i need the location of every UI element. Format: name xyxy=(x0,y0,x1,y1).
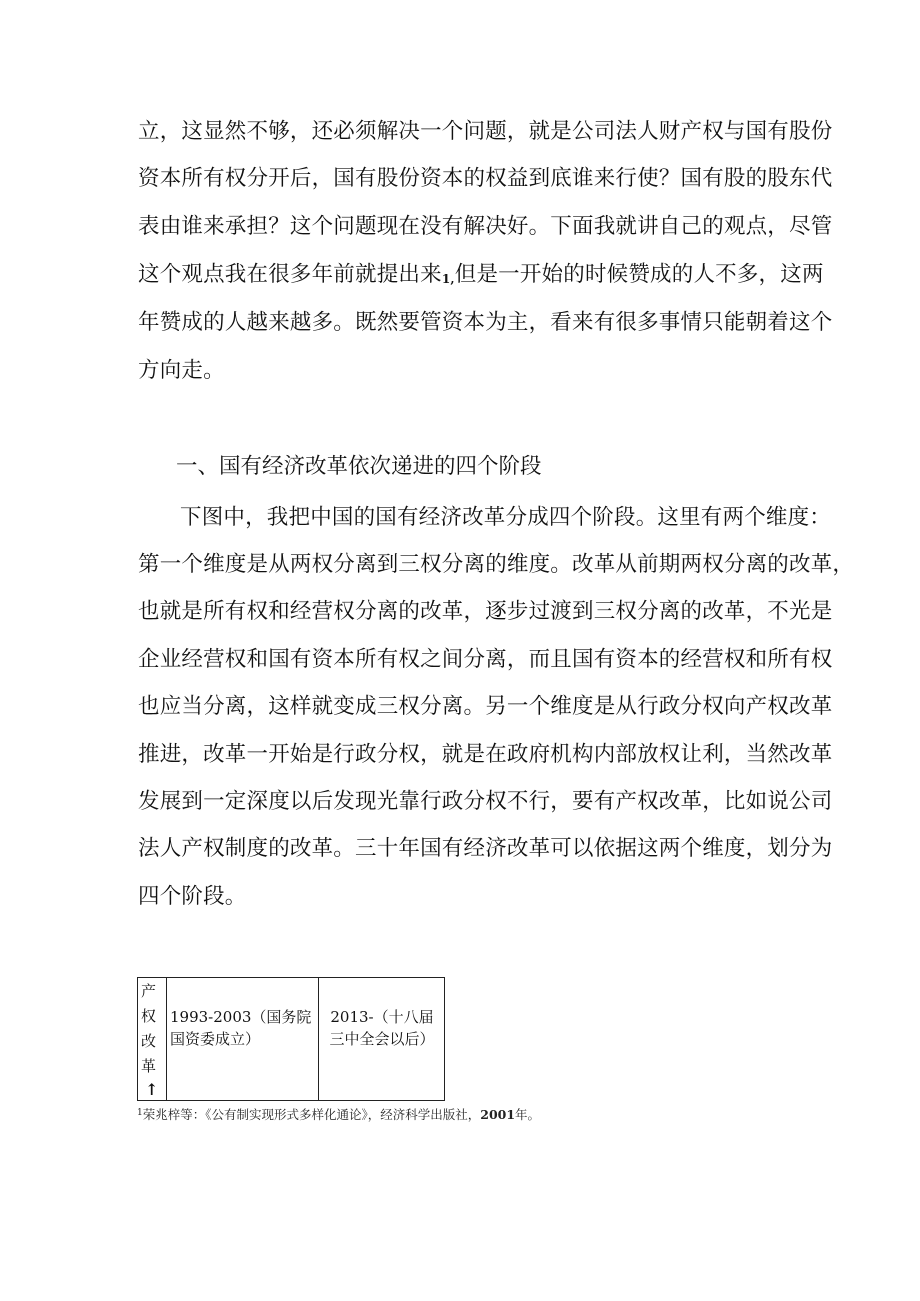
footnote-text-end: 年。 xyxy=(515,1107,541,1122)
axis-label-char: 权 xyxy=(141,1007,157,1025)
footnote-year: 2001 xyxy=(480,1107,516,1122)
footnote-text: 荣兆梓等：《公有制实现形式多样化通论》，经济科学出版社， xyxy=(142,1107,481,1122)
arrow-up-icon: ↑ xyxy=(145,1080,159,1099)
axis-label-char: 改 xyxy=(141,1032,157,1050)
body-line-4: 企业经营权和国有资本所有权之间分离，而且国有资本的经营权和所有权 xyxy=(138,647,833,672)
property-rights-axis xyxy=(138,978,167,1100)
body-line-3: 也就是所有权和经营权分离的改革，逐步过渡到三权分离的改革，不光是 xyxy=(138,599,833,624)
intro-line-4b: 但是一开始的时候赞成的人不多，这两 xyxy=(454,262,824,287)
intro-line-4a: 这个观点我在很多年前就提出来 xyxy=(138,262,442,287)
axis-label-char: 产 xyxy=(141,982,157,1000)
body-line-5: 也应当分离，这样就变成三权分离。另一个维度是从行政分权向产权改革 xyxy=(138,694,833,719)
intro-line-3: 表由谁来承担？这个问题现在没有解决好。下面我就讲自己的观点，尽管 xyxy=(138,214,833,239)
intro-line-1: 立，这显然不够，还必须解决一个问题，就是公司法人财产权与国有股份 xyxy=(138,119,833,144)
section-heading: 一、国有经济改革依次递进的四个阶段 xyxy=(176,454,542,479)
stage-label: 2013-（十八届三中全会以后） xyxy=(329,1008,435,1048)
body-line-7: 发展到一定深度以后发现光靠行政分权不行，要有产权改革，比如说公司 xyxy=(138,789,833,814)
footnote xyxy=(137,1104,540,1124)
stage-label: 1993-2003（国务院国资委成立） xyxy=(170,1008,312,1048)
body-line-6: 推进，改革一开始是行政分权，就是在政府机构内部放权让利，当然改革 xyxy=(138,742,833,767)
stage-cell-1993-2003 xyxy=(167,978,319,1100)
intro-line-5: 年赞成的人越来越多。既然要管资本为主，看来有很多事情只能朝着这个 xyxy=(138,310,833,335)
footnote-mark: 1 xyxy=(137,1108,143,1118)
body-line-1: 下图中，我把中国的国有经济改革分成四个阶段。这里有两个维度： xyxy=(180,505,832,530)
axis-label-char: 革 xyxy=(141,1057,157,1075)
intro-line-4 xyxy=(138,260,824,294)
reform-stages-diagram xyxy=(137,977,445,1101)
intro-line-6: 方向走。 xyxy=(138,358,225,383)
body-line-2: 第一个维度是从两权分离到三权分离的维度。改革从前期两权分离的改革， xyxy=(138,552,855,577)
body-line-8: 法人产权制度的改革。三十年国有经济改革可以依据这两个维度，划分为 xyxy=(138,836,833,861)
stage-cell-2013 xyxy=(319,978,444,1100)
footnote-reference: 1, xyxy=(441,272,455,286)
intro-line-2: 资本所有权分开后，国有股份资本的权益到底谁来行使？国有股的股东代 xyxy=(138,166,833,191)
body-line-9: 四个阶段。 xyxy=(138,884,247,909)
